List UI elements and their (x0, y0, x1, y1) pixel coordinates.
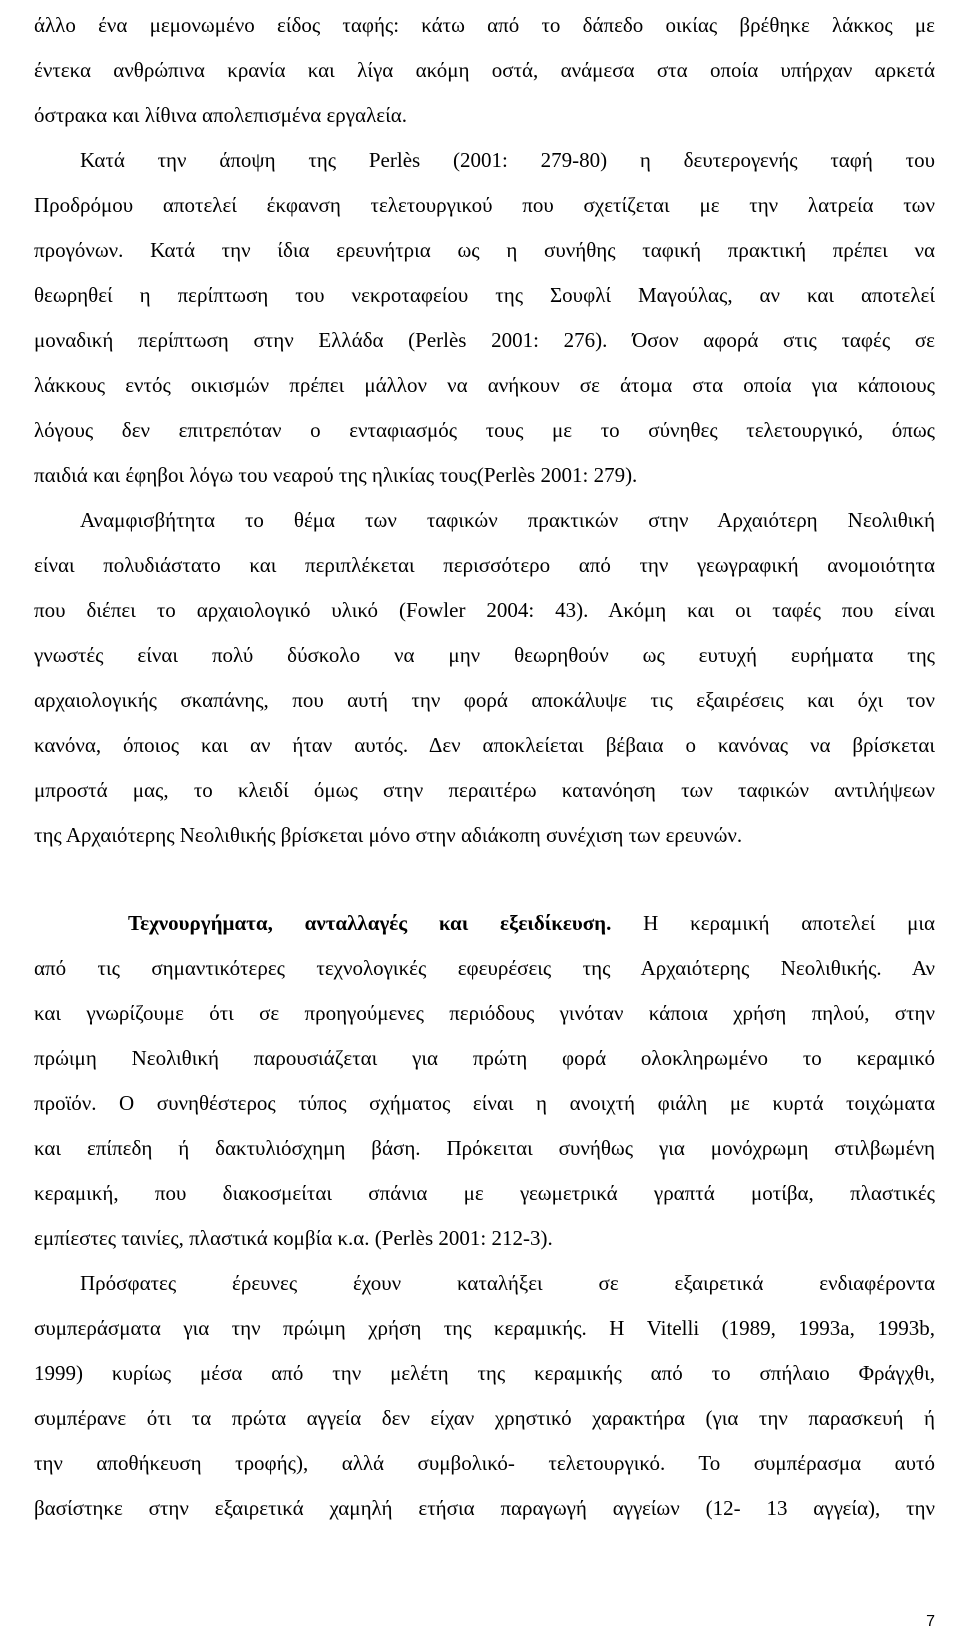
text-line: 1999) κυρίως μέσα από την μελέτη της κεραμικής από το σπήλαιο Φράγχθι, (34, 1361, 935, 1385)
text-line: συμπέρανε ότι τα πρώτα αγγεία δεν είχαν χρηστικό χαρακτήρα (για την παρασκευή ή (34, 1406, 935, 1430)
text-line: λάκκους εντός οικισμών πρέπει μάλλον να ανήκουν σε άτομα στα οποία για κάποιους (34, 373, 935, 397)
text-line: Πρόσφατες έρευνες έχουν καταλήξει σε εξαιρετικά ενδιαφέροντα (80, 1271, 935, 1295)
section-heading-line (128, 906, 935, 940)
text-line: Προδρόμου αποτελεί έκφανση τελετουργικού που σχετίζεται με την λατρεία των (34, 193, 935, 217)
text-line: εμπίεστες ταινίες, πλαστικά κομβία κ.α. (Perlès 2001: 212-3). (34, 1226, 553, 1250)
text-line: συμπεράσματα για την πρώιμη χρήση της κεραμικής. Η Vitelli (1989, 1993a, 1993b, (34, 1316, 935, 1340)
text-line: κεραμική, που διακοσμείται σπάνια με γεωμετρικά γραπτά μοτίβα, πλαστικές (34, 1181, 935, 1205)
text-line: και γνωρίζουμε ότι σε προηγούμενες περιόδους γινόταν κάποια χρήση πηλού, στην (34, 1001, 935, 1025)
text-line: μπροστά μας, το κλειδί όμως στην περαιτέρω κατανόηση των ταφικών αντιλήψεων (34, 778, 935, 802)
text-line: όστρακα και λίθινα απολεπισμένα εργαλεία. (34, 103, 407, 127)
text-line: γνωστές είναι πολύ δύσκολο να μην θεωρηθούν ως ευτυχή ευρήματα της (34, 643, 935, 667)
text-line: άλλο ένα μεμονωμένο είδος ταφής: κάτω από το δάπεδο οικίας βρέθηκε λάκκος με (34, 13, 935, 37)
text-line: προγόνων. Κατά την ίδια ερευνήτρια ως η συνήθης ταφική πρακτική πρέπει να (34, 238, 935, 262)
text-line: την αποθήκευση τροφής), αλλά συμβολικό- τελετουργικό. Το συμπέρασμα αυτό (34, 1451, 935, 1475)
text-line: έντεκα ανθρώπινα κρανία και λίγα ακόμη οστά, ανάμεσα στα οποία υπήρχαν αρκετά (34, 58, 935, 82)
text-line: της Αρχαιότερης Νεολιθικής βρίσκεται μόνο στην αδιάκοπη συνέχιση των ερευνών. (34, 823, 743, 847)
text-line: κανόνα, όποιος και αν ήταν αυτός. Δεν αποκλείεται βέβαια ο κανόνας να βρίσκεται (34, 733, 935, 757)
section-heading-rest: Η κεραμική αποτελεί μια (611, 911, 935, 935)
text-line: από τις σημαντικότερες τεχνολογικές εφευρέσεις της Αρχαιότερης Νεολιθικής. Αν (34, 956, 935, 980)
text-line: Κατά την άποψη της Perlès (2001: 279-80) η δευτερογενής ταφή του (80, 148, 935, 172)
text-line: είναι πολυδιάστατο και περιπλέκεται περισσότερο από την γεωγραφική ανομοιότητα (34, 553, 935, 577)
page-number: 7 (926, 1613, 935, 1630)
text-line: λόγους δεν επιτρεπόταν ο ενταφιασμός τους με το σύνηθες τελετουργικό, όπως (34, 418, 935, 442)
text-line: και επίπεδη ή δακτυλιόσχημη βάση. Πρόκειται συνήθως για μονόχρωμη στιλβωμένη (34, 1136, 935, 1160)
text-line: παιδιά και έφηβοι λόγω του νεαρού της ηλικίας τους(Perlès 2001: 279). (34, 463, 638, 487)
section-heading: Τεχνουργήματα, ανταλλαγές και εξειδίκευση. (128, 911, 612, 935)
text-line: μοναδική περίπτωση στην Ελλάδα (Perlès 2001: 276). Όσον αφορά στις ταφές σε (34, 328, 935, 352)
text-line: που διέπει το αρχαιολογικό υλικό (Fowler 2004: 43). Ακόμη και οι ταφές που είναι (34, 598, 935, 622)
text-line: πρώιμη Νεολιθική παρουσιάζεται για πρώτη φορά ολοκληρωμένο το κεραμικό (34, 1046, 935, 1070)
text-line: θεωρηθεί η περίπτωση του νεκροταφείου της Σουφλί Μαγούλας, αν και αποτελεί (34, 283, 935, 307)
text-line: προϊόν. Ο συνηθέστερος τύπος σχήματος είναι η ανοιχτή φιάλη με κυρτά τοιχώματα (34, 1091, 935, 1115)
text-line: αρχαιολογικής σκαπάνης, που αυτή την φορά αποκάλυψε τις εξαιρέσεις και όχι τον (34, 688, 935, 712)
text-line: Αναμφισβήτητα το θέμα των ταφικών πρακτικών στην Αρχαιότερη Νεολιθική (80, 508, 935, 532)
text-line: βασίστηκε στην εξαιρετικά χαμηλή ετήσια παραγωγή αγγείων (12- 13 αγγεία), την (34, 1496, 935, 1520)
